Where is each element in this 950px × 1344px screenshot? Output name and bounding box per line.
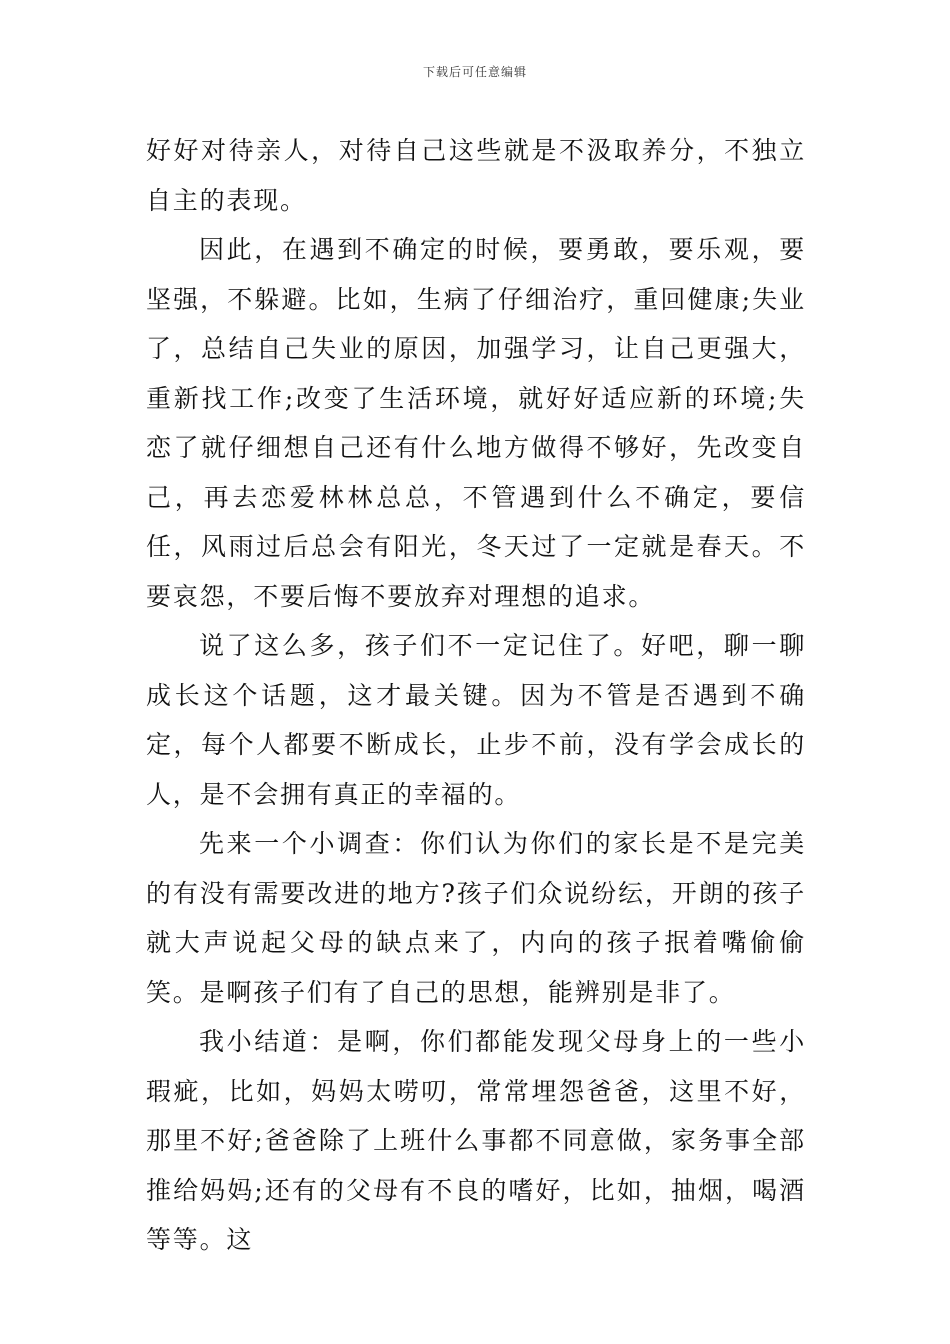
document-body — [146, 126, 806, 1265]
paragraph-3: 说了这么多，孩子们不一定记住了。好吧，聊一聊成长这个话题，这才最关键。因为不管是否遇到不确定，每个人都要不断成长，止步不前，没有学会成长的人，是不会拥有真正的幸福的。 — [146, 631, 806, 809]
paragraph-2: 因此，在遇到不确定的时候，要勇敢，要乐观，要坚强，不躲避。比如，生病了仔细治疗，重回健康;失业了，总结自己失业的原因，加强学习，让自己更强大，重新找工作;改变了生活环境，就好好适应新的环境;失恋了就仔细想自己还有什么地方做得不够好，先改变自己，再去恋爱林林总总，不管遇到什么不确定，要信任，风雨过后总会有阳光，冬天过了一定就是春天。不要哀怨，不要后悔不要放弃对理想的追求。 — [146, 235, 806, 611]
page-header: 下载后可任意编辑 — [422, 65, 527, 79]
paragraph-4: 先来一个小调查：你们认为你们的家长是不是完美的有没有需要改进的地方?孩子们众说纷纭，开朗的孩子就大声说起父母的缺点来了，内向的孩子抿着嘴偷偷笑。是啊孩子们有了自己的思想，能辨别是非了。 — [146, 829, 806, 1007]
paragraph-1: 好好对待亲人，对待自己这些就是不汲取养分，不独立自主的表现。 — [146, 136, 806, 215]
paragraph-5: 我小结道：是啊，你们都能发现父母身上的一些小瑕疵，比如，妈妈太唠叨，常常埋怨爸爸，这里不好，那里不好;爸爸除了上班什么事都不同意做，家务事全部推给妈妈;还有的父母有不良的嗜好，比如，抽烟，喝酒等等。这 — [146, 1027, 806, 1254]
